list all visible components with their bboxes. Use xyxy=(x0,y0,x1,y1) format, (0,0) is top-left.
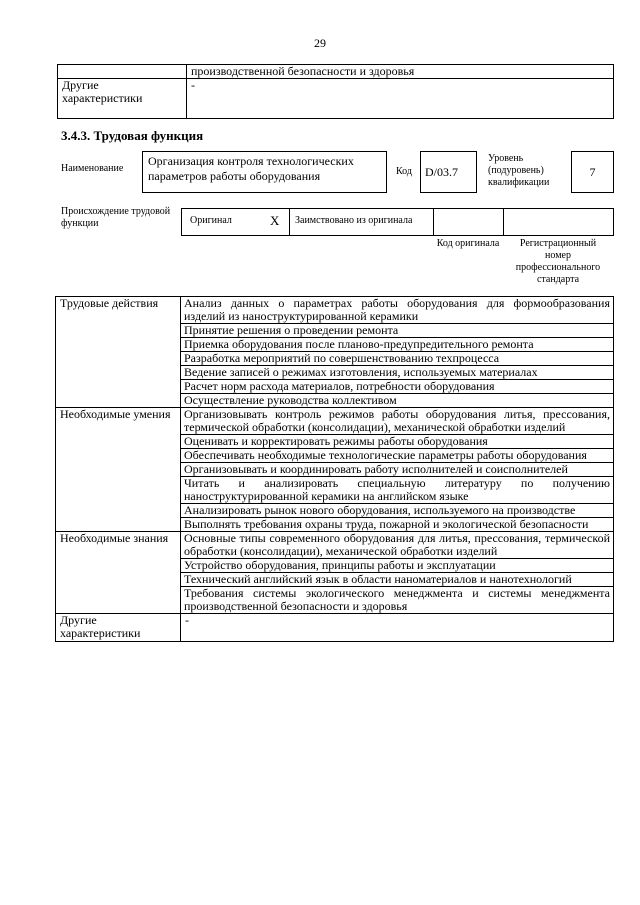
top-table xyxy=(57,64,614,119)
list-item: Организовывать и координировать работу исполнителей и соисполнителей xyxy=(181,463,613,477)
level-value: 7 xyxy=(571,151,614,193)
knowledge-list xyxy=(181,532,614,614)
reg-number-label: Регистрационный номер профессионального стандарта xyxy=(515,238,601,285)
level-label: Уровень (подуровень) квалификации xyxy=(488,153,550,188)
borrowed-label: Заимствовано из оригинала xyxy=(295,215,413,226)
list-item: Выполнять требования охраны труда, пожарной и экологической безопасности xyxy=(184,517,589,531)
origin-divider-1 xyxy=(289,209,290,235)
other-value: - xyxy=(181,614,614,642)
origin-divider-2 xyxy=(433,209,434,235)
list-item: Анализ данных о параметрах работы оборудования для формообразования изделий из наноструктурированной керамики xyxy=(181,297,613,324)
list-item: Устройство оборудования, принципы работы и эксплуатации xyxy=(181,559,613,573)
skills-label: Необходимые умения xyxy=(56,408,181,532)
list-item: Осуществление руководства коллективом xyxy=(184,393,397,407)
code-label: Код xyxy=(396,166,412,177)
code-original-label: Код оригинала xyxy=(436,238,500,249)
name-value: Организация контроля технологических параметров работы оборудования xyxy=(142,151,387,193)
list-item: Расчет норм расхода материалов, потребности оборудования xyxy=(181,380,613,394)
origin-divider-3 xyxy=(503,209,504,235)
top-other-label: Другие характеристики xyxy=(58,79,187,119)
actions-label: Трудовые действия xyxy=(56,297,181,408)
code-value: D/03.7 xyxy=(420,151,477,193)
top-other-value: - xyxy=(187,79,614,119)
list-item: Технический английский язык в области наноматериалов и нанотехнологий xyxy=(181,573,613,587)
section-title: 3.4.3. Трудовая функция xyxy=(61,128,204,143)
list-item: Оценивать и корректировать режимы работы оборудования xyxy=(181,435,613,449)
list-item: Обеспечивать необходимые технологические параметры работы оборудования xyxy=(181,449,613,463)
original-mark: X xyxy=(270,213,280,228)
list-item: Требования системы экологического менеджмента и системы менеджмента производственной безопасности и здоровья xyxy=(184,586,610,613)
origin-box xyxy=(181,208,614,236)
top-empty-cell xyxy=(58,65,187,79)
list-item: Принятие решения о проведении ремонта xyxy=(181,324,613,338)
continued-text: производственной безопасности и здоровья xyxy=(187,65,614,79)
list-item: Разработка мероприятий по совершенствованию техпроцесса xyxy=(181,352,613,366)
actions-list xyxy=(181,297,614,408)
name-label: Наименование xyxy=(61,163,124,174)
other-label: Другие характеристики xyxy=(56,614,181,642)
main-table xyxy=(55,296,614,642)
list-item: Анализировать рынок нового оборудования, используемого на производстве xyxy=(181,504,613,518)
list-item: Читать и анализировать специальную литературу по получению наноструктурированной керамики на английском языке xyxy=(181,477,613,504)
origin-label: Происхождение трудовой функции xyxy=(61,206,171,229)
list-item: Ведение записей о режимах изготовления, используемых материалах xyxy=(181,366,613,380)
knowledge-label: Необходимые знания xyxy=(56,532,181,614)
list-item: Организовывать контроль режимов работы оборудования литья, прессования, термической обработки (консолидации), механической обработки изделий xyxy=(181,408,613,435)
page-number: 29 xyxy=(314,36,326,50)
list-item: Основные типы современного оборудования для литья, прессования, термической обработки (консолидации), механической обработки изделий xyxy=(181,532,613,559)
list-item: Приемка оборудования после планово-предупредительного ремонта xyxy=(181,338,613,352)
skills-list xyxy=(181,408,614,532)
original-label: Оригинал xyxy=(190,215,232,226)
